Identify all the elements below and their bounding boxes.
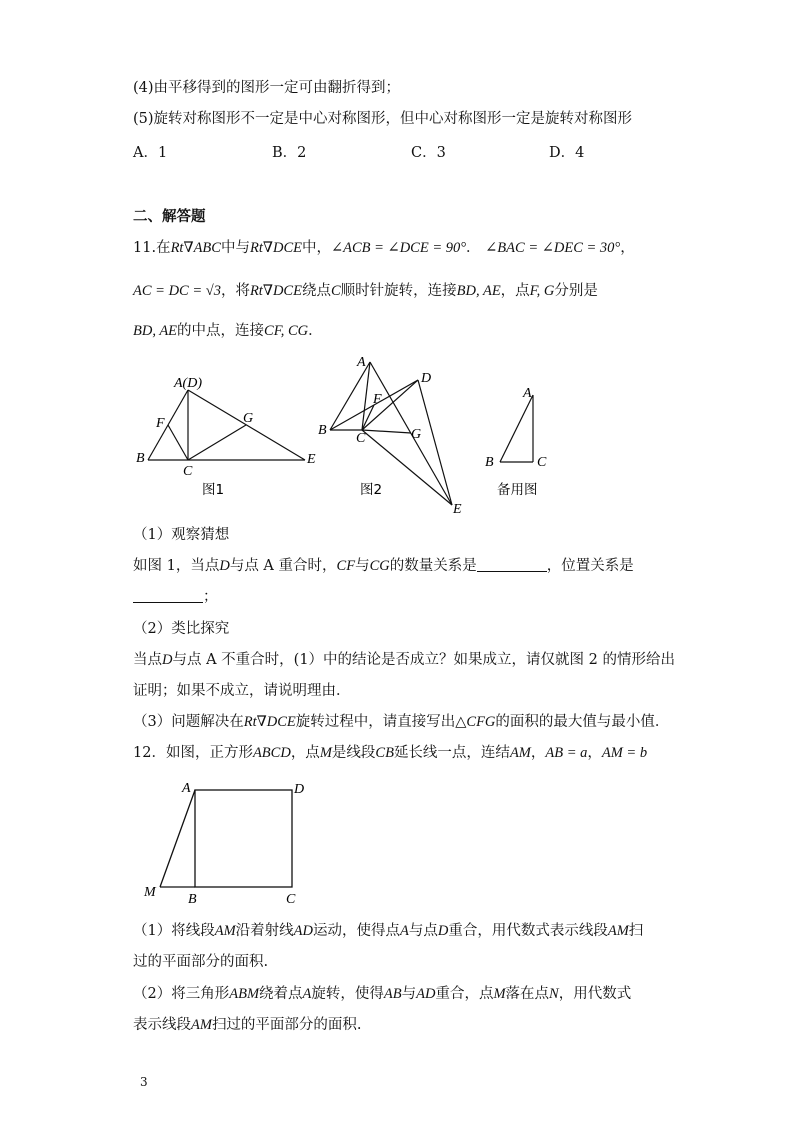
option-c: C．3: [411, 145, 446, 161]
q11-line-2: AC = DC = √3，将Rt∇DCE绕点C顺时针旋转，连接BD, AE，点F, G分别是: [133, 283, 598, 299]
fig2-label-D: D: [421, 371, 432, 386]
q11-part2-line1: 当点D与点 A 不重合时，(1）中的结论是否成立？如果成立，请仅就图 2 的情形给出: [133, 652, 675, 668]
q12-label-A: A: [182, 781, 191, 796]
fig1-label-E: E: [307, 452, 316, 467]
q11-figures: [0, 0, 793, 530]
q12-label-C: C: [286, 892, 296, 907]
q11-part3: （3）问题解决在Rt∇DCE旋转过程中，请直接写出△CFG的面积的最大值与最小值．: [133, 714, 670, 730]
q10-statement-5: (5)旋转对称图形不一定是中心对称图形，但中心对称图形一定是旋转对称图形: [133, 111, 633, 127]
q12-line-1: 12．如图，正方形ABCD，点M是线段CB延长线一点，连结AM，AB = a，AM = b: [133, 745, 648, 761]
q11-part2-title: （2）类比探究: [133, 621, 230, 637]
fig2-caption: 图2: [360, 482, 383, 498]
page-number: 3: [140, 1075, 148, 1089]
section-heading: 二、解答题: [133, 208, 206, 225]
figure-1: [148, 390, 305, 460]
fig1-label-G: G: [243, 411, 254, 426]
q12-label-D: D: [294, 782, 305, 797]
q12-part2-line2: 表示线段AM扫过的平面部分的面积.: [133, 1017, 362, 1033]
fig3-caption: 备用图: [497, 482, 538, 498]
answer-blank-quantity[interactable]: [477, 557, 547, 572]
q12-part1-line2: 过的平面部分的面积.: [133, 954, 269, 970]
fig2-label-E: E: [453, 502, 462, 517]
fig1-label-C: C: [183, 464, 193, 479]
q10-statement-4: (4)由平移得到的图形一定可由翻折得到；: [133, 80, 401, 96]
q11-part2-line2: 证明；如果不成立，请说明理由．: [133, 683, 351, 699]
answer-blank-position[interactable]: [133, 588, 203, 603]
q12-part1-line1: （1）将线段AM沿着射线AD运动，使得点A与点D重合，用代数式表示线段AM扫: [133, 923, 644, 939]
q11-part1-line2: ；: [133, 587, 218, 607]
fig2-label-C: C: [356, 431, 366, 446]
fig2-label-G: G: [411, 427, 422, 442]
figure-spare: [500, 395, 533, 462]
q11-part1-line1: 如图 1，当点D与点 A 重合时，CF与CG的数量关系是 ，位置关系是: [133, 558, 634, 574]
fig3-label-B: B: [485, 455, 494, 470]
fig2-label-B: B: [318, 423, 327, 438]
option-d: D．4: [549, 145, 585, 161]
q12-part2-line1: （2）将三角形ABM绕着点A旋转，使得AB与AD重合，点M落在点N，用代数式: [133, 986, 632, 1002]
fig1-label-A: A(D): [174, 376, 202, 391]
option-a: A．1: [133, 145, 168, 161]
fig2-label-F: F: [373, 392, 382, 407]
fig3-label-C: C: [537, 455, 547, 470]
figure-2: [330, 362, 452, 505]
q11-part1-title: （1）观察猜想: [133, 527, 230, 543]
fig1-label-B: B: [136, 451, 145, 466]
q12-label-M: M: [144, 885, 156, 900]
fig3-label-A: A: [523, 386, 532, 401]
option-b: B．2: [272, 145, 307, 161]
fig1-caption: 图1: [202, 482, 225, 498]
q12-label-B: B: [188, 892, 197, 907]
q11-line-1: 11.在Rt∇ABC中与Rt∇DCE中，∠ACB = ∠DCE = 90°． ∠BAC = ∠DEC = 30°，: [133, 240, 635, 256]
fig2-label-A: A: [357, 355, 366, 370]
fig1-label-F: F: [156, 416, 165, 431]
q11-line-3: BD, AE的中点，连接CF, CG．: [133, 323, 323, 339]
